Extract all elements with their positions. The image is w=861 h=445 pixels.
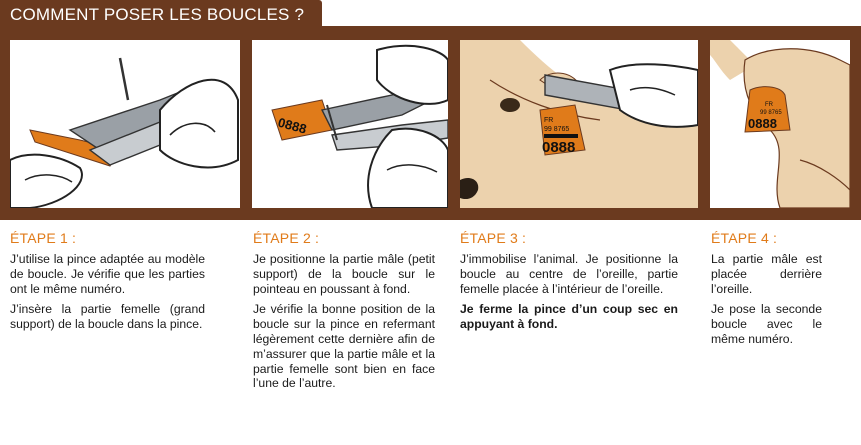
step-1-illustration (10, 40, 240, 208)
pliers-loading-female-tag-image (10, 40, 240, 208)
tag-country-label: FR (765, 102, 773, 108)
tag-number-label: 0888 (542, 139, 576, 156)
header-tab (0, 0, 322, 30)
tag-country-label: FR (544, 117, 554, 124)
step-1-title: ÉTAPE 1 : (10, 230, 77, 246)
step-2-paragraph-2: Je vérifie la bonne position de la boucle sur la pince en refermant légèrement cette dernière afin de m’assurer que la partie mâle et la partie femelle sont bien en face l’une de l’autre. (253, 302, 435, 391)
step-3-instructions (460, 230, 678, 338)
step-4-illustration (710, 40, 850, 208)
page-title: COMMENT POSER LES BOUCLES ? (10, 5, 305, 24)
step-3-title: ÉTAPE 3 : (460, 230, 527, 246)
tag-small-code-label: 99 8765 (544, 126, 570, 133)
step-3-illustration (460, 40, 698, 208)
step-2-title: ÉTAPE 2 : (253, 230, 320, 246)
tagging-cow-ear-image (460, 40, 698, 208)
tag-on-ear-back-image (710, 40, 850, 208)
step-3-paragraph-1: J’immobilise l’animal. Je positionne la boucle au centre de l’oreille, partie femelle placée à l’intérieur de l’oreille. (460, 252, 678, 296)
tag-number-label: 0888 (276, 114, 309, 137)
step-2-illustration (252, 40, 448, 208)
step-1-paragraph-2: J’insère la partie femelle (grand support) de la boucle dans la pince. (10, 302, 205, 332)
step-4-paragraph-2: Je pose la seconde boucle avec le même numéro. (711, 302, 822, 346)
step-1-instructions (10, 230, 205, 338)
step-4-title: ÉTAPE 4 : (711, 230, 778, 246)
tag-number-label: 0888 (748, 116, 777, 131)
step-2-instructions (253, 230, 435, 397)
step-4-paragraph-1: La partie mâle est placée derrière l’oreille. (711, 252, 822, 296)
step-3-paragraph-2: Je ferme la pince d’un coup sec en appuyant à fond. (460, 302, 678, 332)
step-4-instructions (711, 230, 822, 353)
step-1-paragraph-1: J’utilise la pince adaptée au modèle de boucle. Je vérifie que les parties ont le même numéro. (10, 252, 205, 296)
pliers-loading-male-tag-image (252, 40, 448, 208)
tag-small-code-label: 99 8765 (760, 110, 782, 116)
step-2-paragraph-1: Je positionne la partie mâle (petit support) de la boucle sur le pointeau en poussant à fond. (253, 252, 435, 296)
